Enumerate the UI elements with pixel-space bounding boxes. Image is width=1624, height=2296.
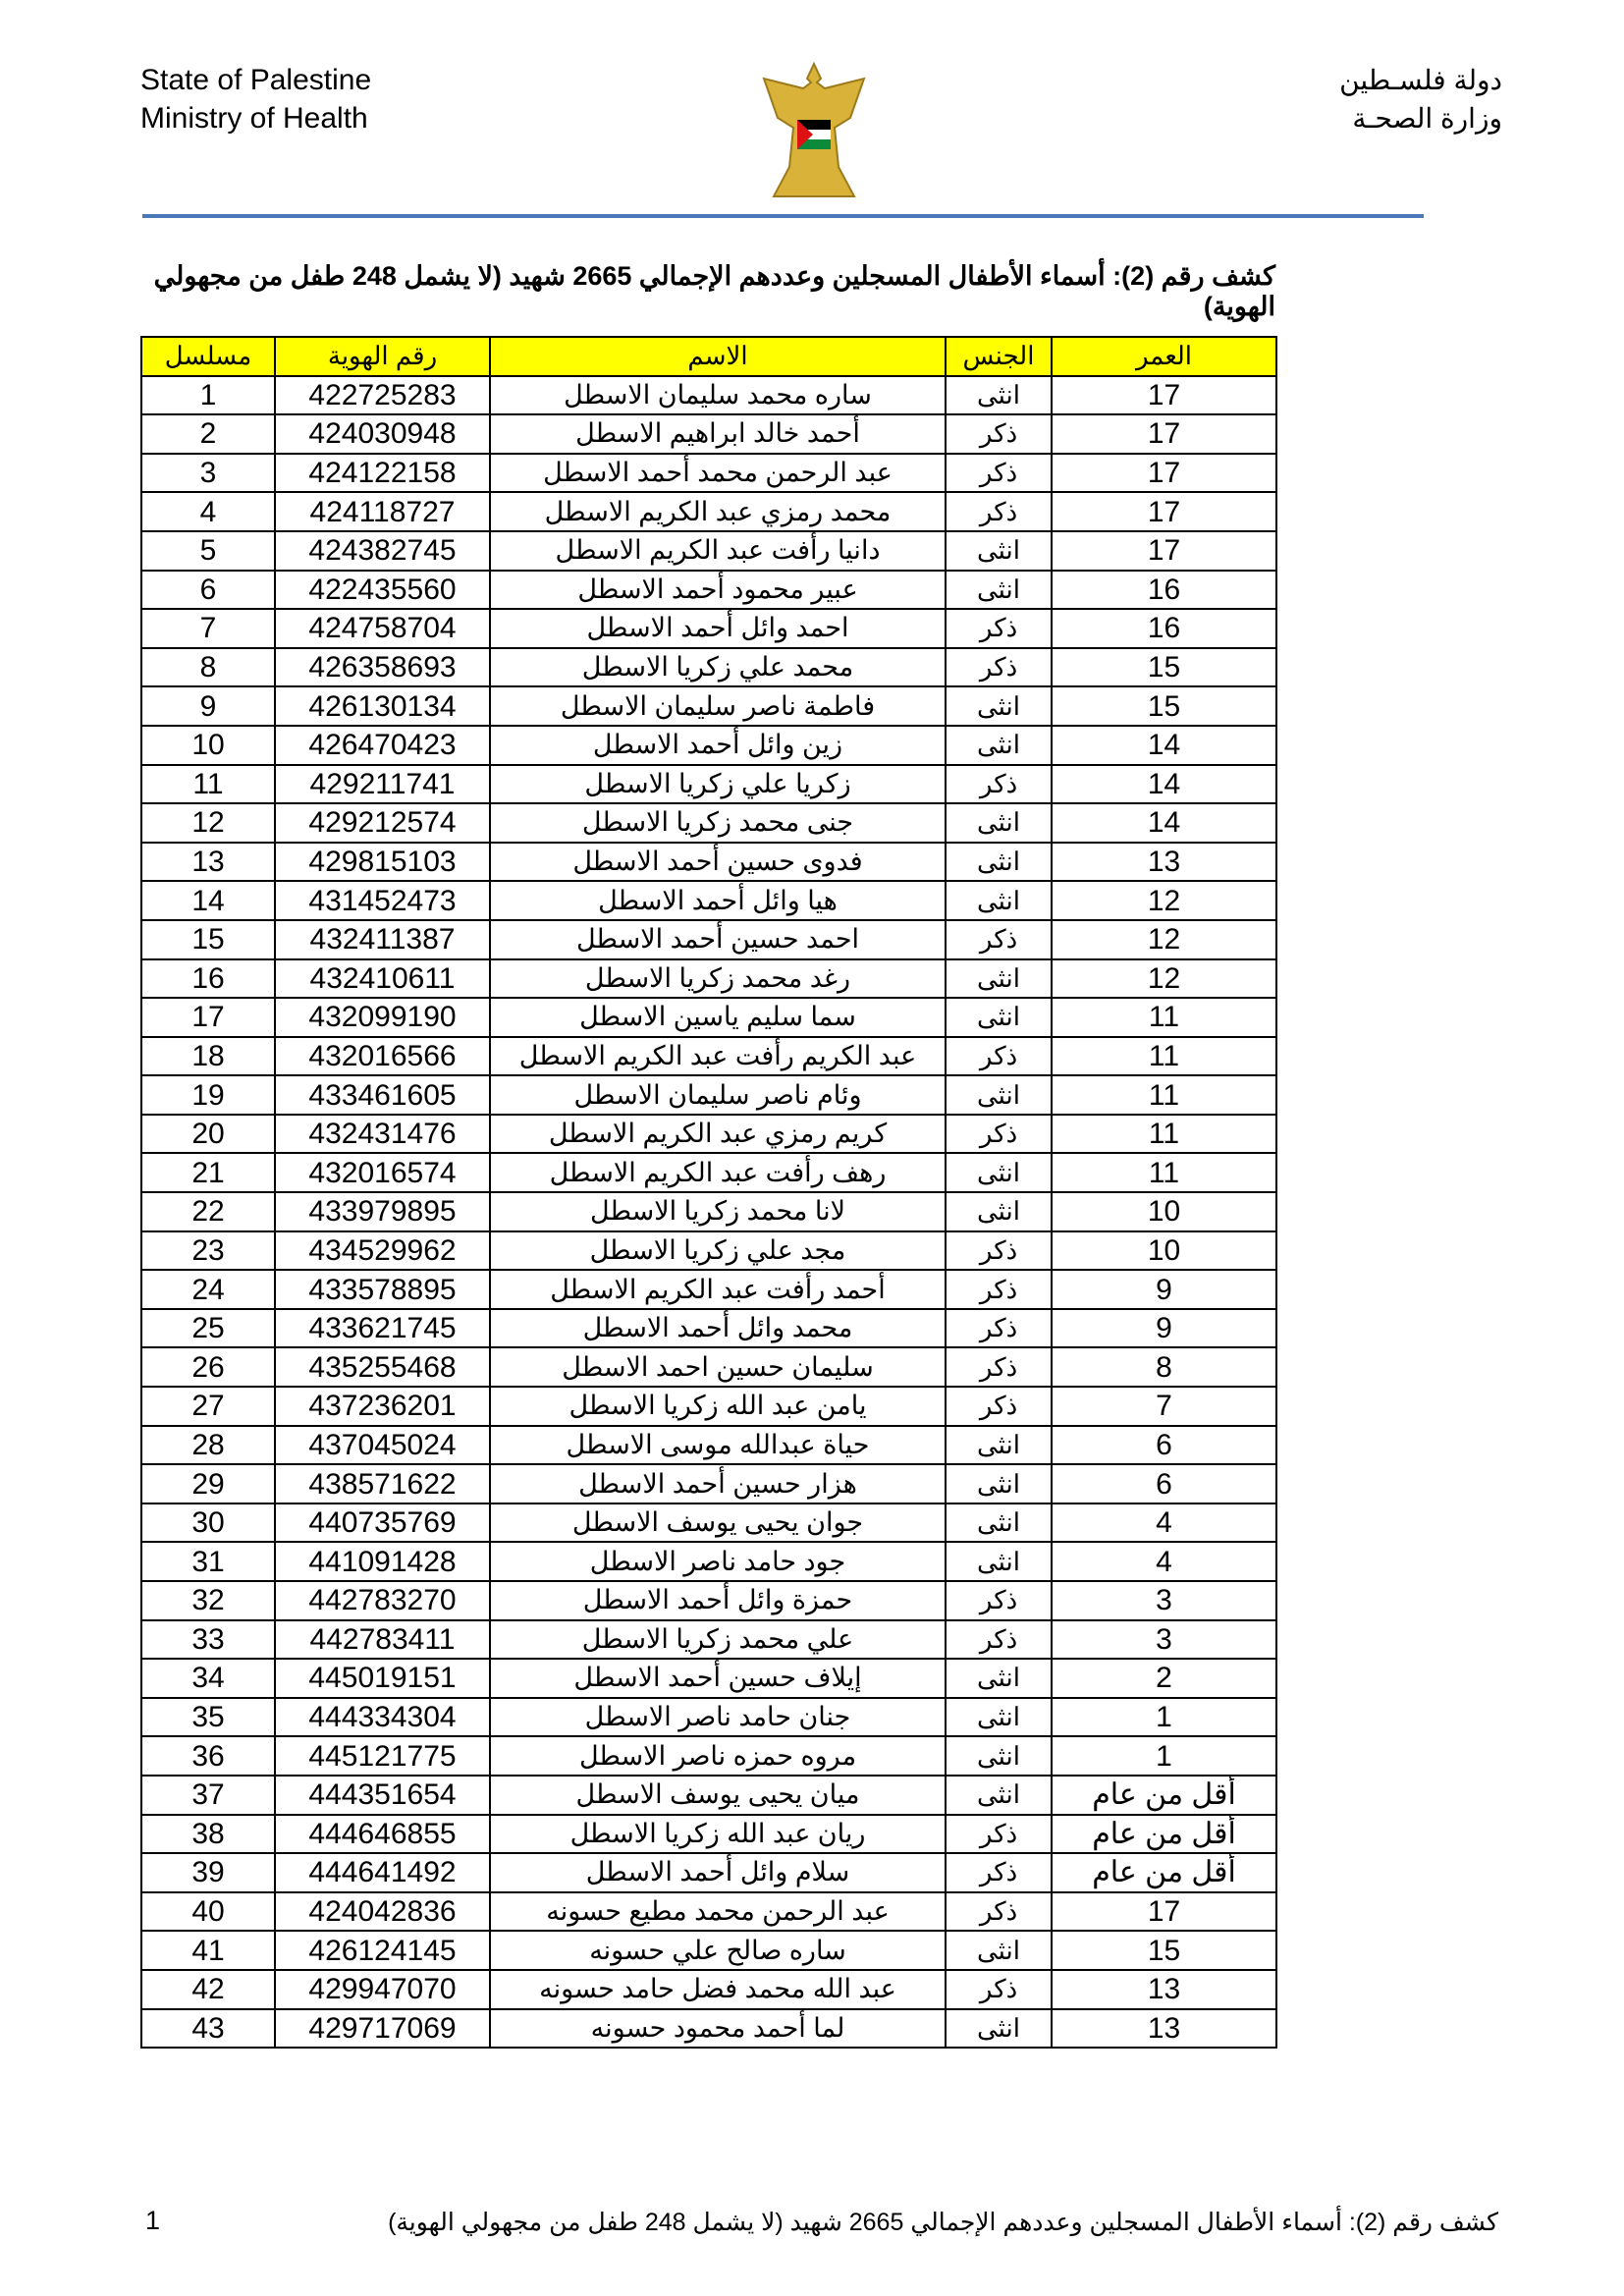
id-cell: 438571622 [275,1464,490,1503]
table-row [141,765,1276,804]
gender-cell: ذكر [946,492,1052,531]
id-cell: 426358693 [275,648,490,687]
id-cell: 445121775 [275,1736,490,1776]
serial-cell: 22 [141,1192,275,1231]
table-row [141,1075,1276,1115]
id-cell: 424118727 [275,492,490,531]
gender-cell: ذكر [946,1037,1052,1076]
age-cell: 3 [1052,1581,1276,1620]
age-cell: 11 [1052,1075,1276,1115]
gender-cell: ذكر [946,1620,1052,1660]
serial-cell: 14 [141,881,275,920]
gender-cell: ذكر [946,1115,1052,1154]
gender-cell: ذكر [946,1347,1052,1387]
serial-cell: 36 [141,1736,275,1776]
gender-cell: انثى [946,376,1052,415]
age-cell: 15 [1052,1931,1276,1970]
id-cell: 433461605 [275,1075,490,1115]
gender-cell: ذكر [946,920,1052,959]
name-cell: رهف رأفت عبد الكريم الاسطل [490,1153,946,1192]
table-row [141,1542,1276,1581]
table-row [141,454,1276,493]
gender-cell: انثى [946,843,1052,882]
name-cell: حياة عبدالله موسى الاسطل [490,1426,946,1465]
table-row [141,803,1276,843]
id-cell: 426130134 [275,686,490,726]
id-cell: 426470423 [275,726,490,765]
table-row [141,920,1276,959]
name-cell: جنى محمد زكريا الاسطل [490,803,946,843]
gender-cell: انثى [946,686,1052,726]
header-english [140,61,371,137]
id-cell: 433578895 [275,1270,490,1309]
name-cell: سليمان حسين احمد الاسطل [490,1347,946,1387]
table-row [141,1620,1276,1660]
id-cell: 441091428 [275,1542,490,1581]
id-cell: 437236201 [275,1387,490,1426]
age-cell: 3 [1052,1620,1276,1660]
name-cell: محمد علي زكريا الاسطل [490,648,946,687]
id-cell: 429212574 [275,803,490,843]
age-cell: 1 [1052,1736,1276,1776]
document-title: كشف رقم (2): أسماء الأطفال المسجلين وعددهم الإجمالي 2665 شهيد (لا يشمل 248 طفل من مجهولي الهوية) [153,261,1275,321]
id-cell: 432099190 [275,998,490,1037]
name-cell: يامن عبد الله زكريا الاسطل [490,1387,946,1426]
age-cell: 12 [1052,920,1276,959]
age-cell: 15 [1052,686,1276,726]
id-cell: 432016574 [275,1153,490,1192]
age-cell: 1 [1052,1698,1276,1737]
gender-cell: انثى [946,959,1052,999]
name-cell: ريان عبد الله زكريا الاسطل [490,1815,946,1854]
name-cell: هيا وائل أحمد الاسطل [490,881,946,920]
gender-cell: انثى [946,2009,1052,2049]
serial-cell: 7 [141,609,275,648]
name-cell: سما سليم ياسين الاسطل [490,998,946,1037]
ministry-name-en: Ministry of Health [140,102,368,135]
age-cell: 4 [1052,1503,1276,1543]
id-cell: 445019151 [275,1659,490,1698]
country-name-ar: دولة فلسـطين [1339,65,1502,95]
serial-cell: 28 [141,1426,275,1465]
serial-cell: 9 [141,686,275,726]
name-cell: عبير محمود أحمد الاسطل [490,571,946,610]
id-cell: 435255468 [275,1347,490,1387]
gender-cell: ذكر [946,1892,1052,1932]
age-cell: 13 [1052,2009,1276,2049]
gender-cell: ذكر [946,1815,1052,1854]
table-row [141,414,1276,454]
id-cell: 432410611 [275,959,490,999]
name-cell: عبد الرحمن محمد مطيع حسونه [490,1892,946,1932]
table-row [141,1270,1276,1309]
table-row [141,1970,1276,2009]
age-cell: 7 [1052,1387,1276,1426]
table-row [141,1347,1276,1387]
serial-cell: 12 [141,803,275,843]
serial-cell: 8 [141,648,275,687]
age-cell: أقل من عام [1052,1853,1276,1892]
gender-cell: ذكر [946,1231,1052,1271]
name-cell: فاطمة ناصر سليمان الاسطل [490,686,946,726]
id-cell: 440735769 [275,1503,490,1543]
age-cell: 17 [1052,454,1276,493]
id-cell: 444641492 [275,1853,490,1892]
gender-cell: انثى [946,1542,1052,1581]
serial-cell: 33 [141,1620,275,1660]
serial-cell: 23 [141,1231,275,1271]
name-cell: سلام وائل أحمد الاسطل [490,1853,946,1892]
gender-cell: ذكر [946,1270,1052,1309]
table-row [141,1853,1276,1892]
age-cell: 8 [1052,1347,1276,1387]
table-row [141,1387,1276,1426]
name-cell: حمزة وائل أحمد الاسطل [490,1581,946,1620]
age-cell: 11 [1052,1153,1276,1192]
serial-cell: 38 [141,1815,275,1854]
age-cell: أقل من عام [1052,1776,1276,1815]
serial-cell: 18 [141,1037,275,1076]
age-cell: 12 [1052,881,1276,920]
name-cell: عبد الله محمد فضل حامد حسونه [490,1970,946,2009]
serial-cell: 11 [141,765,275,804]
table-row [141,492,1276,531]
id-cell: 444646855 [275,1815,490,1854]
serial-cell: 13 [141,843,275,882]
serial-cell: 39 [141,1853,275,1892]
name-cell: جنان حامد ناصر الاسطل [490,1698,946,1737]
table-row [141,1426,1276,1465]
age-cell: 13 [1052,843,1276,882]
serial-cell: 31 [141,1542,275,1581]
id-cell: 433979895 [275,1192,490,1231]
table-row [141,1698,1276,1737]
serial-cell: 19 [141,1075,275,1115]
serial-cell: 30 [141,1503,275,1543]
age-cell: 9 [1052,1270,1276,1309]
name-cell: جوان يحيى يوسف الاسطل [490,1503,946,1543]
name-cell: ميان يحيى يوسف الاسطل [490,1776,946,1815]
id-cell: 424382745 [275,531,490,571]
header-name: الاسم [490,337,946,376]
header-age: العمر [1052,337,1276,376]
age-cell: 15 [1052,648,1276,687]
table-row [141,1659,1276,1698]
serial-cell: 6 [141,571,275,610]
gender-cell: انثى [946,1659,1052,1698]
id-cell: 431452473 [275,881,490,920]
serial-cell: 5 [141,531,275,571]
table-row [141,2009,1276,2049]
serial-cell: 21 [141,1153,275,1192]
name-cell: أحمد رأفت عبد الكريم الاسطل [490,1270,946,1309]
name-cell: عبد الكريم رأفت عبد الكريم الاسطل [490,1037,946,1076]
serial-cell: 41 [141,1931,275,1970]
gender-cell: ذكر [946,609,1052,648]
serial-cell: 26 [141,1347,275,1387]
table-row [141,1776,1276,1815]
age-cell: 10 [1052,1231,1276,1271]
table-row [141,531,1276,571]
age-cell: 16 [1052,571,1276,610]
gender-cell: انثى [946,531,1052,571]
id-cell: 429815103 [275,843,490,882]
age-cell: 17 [1052,1892,1276,1932]
table-row [141,1581,1276,1620]
gender-cell: انثى [946,726,1052,765]
name-cell: لانا محمد زكريا الاسطل [490,1192,946,1231]
name-cell: دانيا رأفت عبد الكريم الاسطل [490,531,946,571]
header-arabic [1339,61,1502,137]
serial-cell: 42 [141,1970,275,2009]
gender-cell: انثى [946,881,1052,920]
table-row [141,1115,1276,1154]
name-cell: ساره صالح علي حسونه [490,1931,946,1970]
palestine-eagle-emblem-logo [756,59,872,206]
table-row [141,1931,1276,1970]
id-cell: 432016566 [275,1037,490,1076]
serial-cell: 43 [141,2009,275,2049]
gender-cell: انثى [946,1426,1052,1465]
header-serial: مسلسل [141,337,275,376]
age-cell: 11 [1052,1037,1276,1076]
age-cell: 14 [1052,803,1276,843]
table-row [141,1815,1276,1854]
age-cell: 6 [1052,1464,1276,1503]
age-cell: 4 [1052,1542,1276,1581]
serial-cell: 35 [141,1698,275,1737]
id-cell: 437045024 [275,1426,490,1465]
name-cell: احمد حسين أحمد الاسطل [490,920,946,959]
name-cell: جود حامد ناصر الاسطل [490,1542,946,1581]
table-row [141,1736,1276,1776]
id-cell: 426124145 [275,1931,490,1970]
age-cell: 16 [1052,609,1276,648]
table-row [141,609,1276,648]
table-row [141,571,1276,610]
table-row [141,1309,1276,1348]
age-cell: 17 [1052,414,1276,454]
gender-cell: ذكر [946,1853,1052,1892]
gender-cell: ذكر [946,414,1052,454]
gender-cell: انثى [946,1736,1052,1776]
name-cell: أحمد خالد ابراهيم الاسطل [490,414,946,454]
age-cell: أقل من عام [1052,1815,1276,1854]
gender-cell: ذكر [946,1387,1052,1426]
id-cell: 433621745 [275,1309,490,1348]
age-cell: 11 [1052,998,1276,1037]
name-cell: مجد علي زكريا الاسطل [490,1231,946,1271]
age-cell: 6 [1052,1426,1276,1465]
id-cell: 424042836 [275,1892,490,1932]
gender-cell: انثى [946,1503,1052,1543]
table-row [141,1153,1276,1192]
id-cell: 424030948 [275,414,490,454]
age-cell: 2 [1052,1659,1276,1698]
name-cell: زكريا علي زكريا الاسطل [490,765,946,804]
id-cell: 424122158 [275,454,490,493]
name-cell: ساره محمد سليمان الاسطل [490,376,946,415]
id-cell: 432411387 [275,920,490,959]
serial-cell: 25 [141,1309,275,1348]
footer-text: كشف رقم (2): أسماء الأطفال المسجلين وعددهم الإجمالي 2665 شهيد (لا يشمل 248 طفل من مجهولي الهوية) [388,2209,1498,2236]
header-id: رقم الهوية [275,337,490,376]
table-row [141,1192,1276,1231]
serial-cell: 40 [141,1892,275,1932]
name-cell: كريم رمزي عبد الكريم الاسطل [490,1115,946,1154]
age-cell: 11 [1052,1115,1276,1154]
table-row [141,686,1276,726]
serial-cell: 15 [141,920,275,959]
header-divider [142,214,1424,218]
gender-cell: ذكر [946,454,1052,493]
ministry-name-ar: وزارة الصحـة [1352,103,1502,134]
age-cell: 17 [1052,531,1276,571]
gender-cell: ذكر [946,1970,1052,2009]
id-cell: 444334304 [275,1698,490,1737]
gender-cell: انثى [946,998,1052,1037]
table-row [141,959,1276,999]
serial-cell: 20 [141,1115,275,1154]
gender-cell: ذكر [946,648,1052,687]
name-cell: رغد محمد زكريا الاسطل [490,959,946,999]
name-cell: احمد وائل أحمد الاسطل [490,609,946,648]
gender-cell: انثى [946,1075,1052,1115]
id-cell: 432431476 [275,1115,490,1154]
table-row [141,726,1276,765]
serial-cell: 17 [141,998,275,1037]
gender-cell: انثى [946,1192,1052,1231]
serial-cell: 29 [141,1464,275,1503]
page-number: 1 [145,2206,161,2235]
gender-cell: ذكر [946,1581,1052,1620]
table-row [141,376,1276,415]
name-cell: وئام ناصر سليمان الاسطل [490,1075,946,1115]
serial-cell: 1 [141,376,275,415]
age-cell: 17 [1052,376,1276,415]
name-cell: زين وائل أحمد الاسطل [490,726,946,765]
id-cell: 424758704 [275,609,490,648]
name-cell: عبد الرحمن محمد أحمد الاسطل [490,454,946,493]
id-cell: 444351654 [275,1776,490,1815]
name-cell: علي محمد زكريا الاسطل [490,1620,946,1660]
table-row [141,648,1276,687]
name-cell: مروه حمزه ناصر الاسطل [490,1736,946,1776]
table-row [141,881,1276,920]
gender-cell: انثى [946,1153,1052,1192]
table-row [141,1503,1276,1543]
id-cell: 429717069 [275,2009,490,2049]
name-cell: هزار حسين أحمد الاسطل [490,1464,946,1503]
id-cell: 442783270 [275,1581,490,1620]
table-row [141,843,1276,882]
serial-cell: 37 [141,1776,275,1815]
serial-cell: 24 [141,1270,275,1309]
table-row [141,1231,1276,1271]
name-cell: محمد رمزي عبد الكريم الاسطل [490,492,946,531]
age-cell: 14 [1052,765,1276,804]
id-cell: 429947070 [275,1970,490,2009]
table-row [141,1892,1276,1932]
serial-cell: 10 [141,726,275,765]
table-row [141,1037,1276,1076]
serial-cell: 34 [141,1659,275,1698]
id-cell: 434529962 [275,1231,490,1271]
country-name-en: State of Palestine [140,64,372,96]
children-table [140,336,1277,2049]
name-cell: فدوى حسين أحمد الاسطل [490,843,946,882]
id-cell: 422725283 [275,376,490,415]
gender-cell: ذكر [946,765,1052,804]
name-cell: إيلاف حسين أحمد الاسطل [490,1659,946,1698]
gender-cell: ذكر [946,1309,1052,1348]
id-cell: 442783411 [275,1620,490,1660]
id-cell: 422435560 [275,571,490,610]
serial-cell: 3 [141,454,275,493]
serial-cell: 16 [141,959,275,999]
age-cell: 9 [1052,1309,1276,1348]
age-cell: 13 [1052,1970,1276,2009]
serial-cell: 32 [141,1581,275,1620]
name-cell: محمد وائل أحمد الاسطل [490,1309,946,1348]
header-gender: الجنس [946,337,1052,376]
table-row [141,1464,1276,1503]
age-cell: 17 [1052,492,1276,531]
serial-cell: 27 [141,1387,275,1426]
table-row [141,998,1276,1037]
age-cell: 10 [1052,1192,1276,1231]
serial-cell: 4 [141,492,275,531]
name-cell: لما أحمد محمود حسونه [490,2009,946,2049]
gender-cell: انثى [946,1776,1052,1815]
gender-cell: انثى [946,1464,1052,1503]
gender-cell: انثى [946,571,1052,610]
age-cell: 14 [1052,726,1276,765]
id-cell: 429211741 [275,765,490,804]
serial-cell: 2 [141,414,275,454]
gender-cell: انثى [946,1931,1052,1970]
gender-cell: انثى [946,1698,1052,1737]
age-cell: 12 [1052,959,1276,999]
gender-cell: انثى [946,803,1052,843]
table-header-row [141,337,1276,376]
